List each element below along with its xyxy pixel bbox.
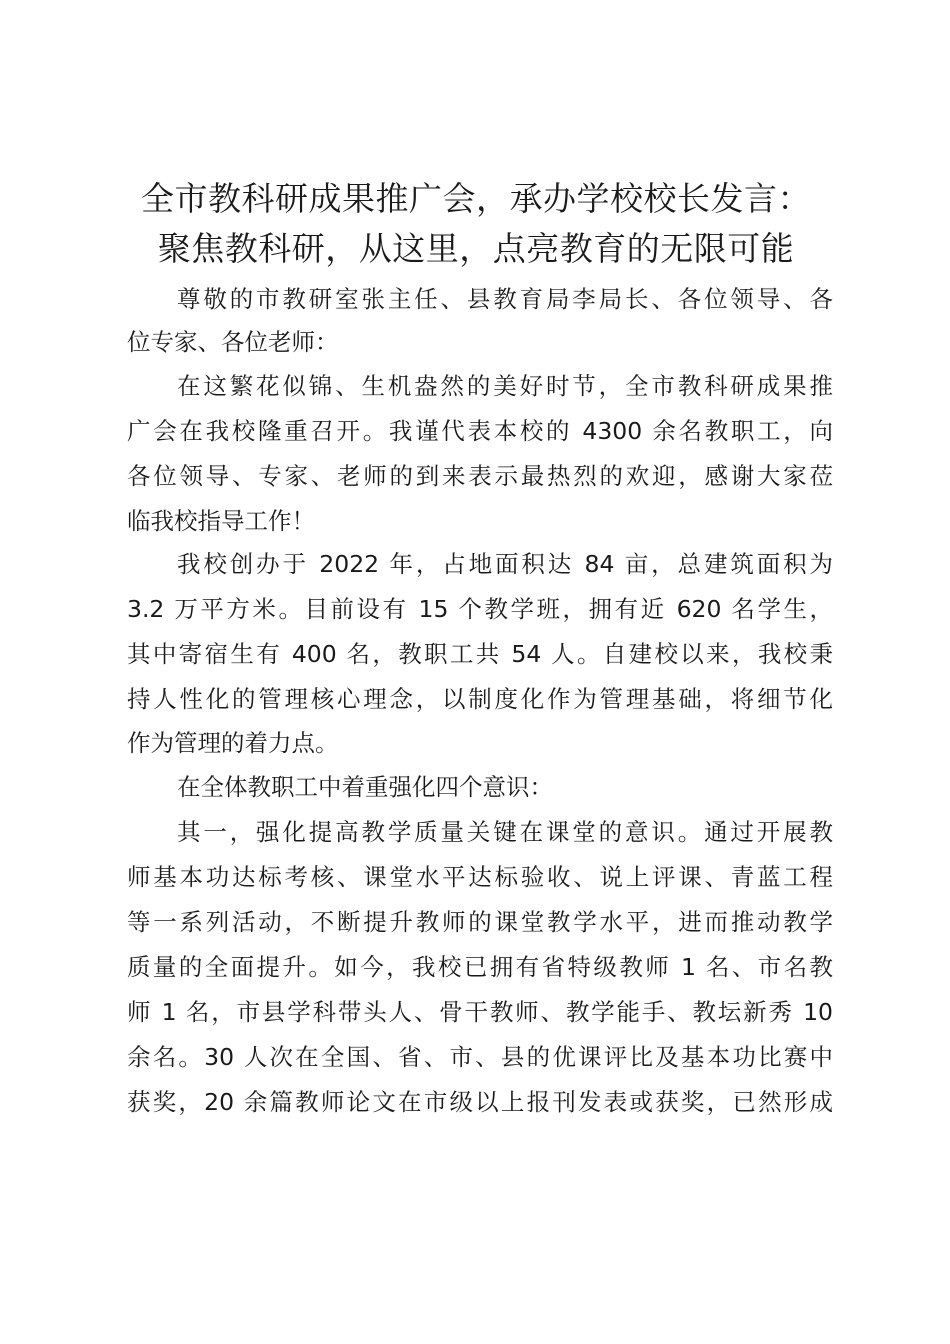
- body-line: 获奖，20 余篇教师论文在市级以上报刊发表或获奖，已然形成: [127, 1088, 833, 1116]
- body-line: 广会在我校隆重召开。我谨代表本校的 4300 余名教职工，向: [127, 417, 833, 445]
- body-line: 等一系列活动，不断提升教师的课堂教学水平，进而推动教学: [127, 908, 833, 936]
- body-line: 3.2 万平方米。目前设有 15 个教学班，拥有近 620 名学生，: [127, 595, 833, 623]
- body-line: 尊敬的市教研室张主任、县教育局李局长、各位领导、各: [177, 285, 833, 313]
- body-line: 在全体教职工中着重强化四个意识：: [177, 773, 553, 801]
- body-line: 师基本功达标考核、课堂水平达标验收、说上评课、青蓝工程: [127, 863, 833, 891]
- title-line-2: 聚焦教科研，从这里，点亮教育的无限可能: [157, 229, 795, 268]
- title-line-1: 全市教科研成果推广会，承办学校校长发言：: [141, 179, 811, 218]
- body-line: 持人性化的管理核心理念，以制度化作为管理基础，将细节化: [127, 685, 833, 713]
- body-line: 质量的全面提升。如今，我校已拥有省特级教师 1 名、市名教: [127, 953, 833, 981]
- body-line: 位专家、各位老师：: [127, 328, 339, 356]
- body-line: 各位领导、专家、老师的到来表示最热烈的欢迎，感谢大家莅: [127, 462, 833, 490]
- body-line: 余名。30 人次在全国、省、市、县的优课评比及基本功比赛中: [127, 1043, 833, 1071]
- body-line: 其一，强化提高教学质量关键在课堂的意识。通过开展教: [177, 818, 833, 846]
- body-line: 在这繁花似锦、生机盎然的美好时节，全市教科研成果推: [177, 372, 833, 400]
- body-line: 临我校指导工作！: [127, 507, 315, 535]
- body-line: 我校创办于 2022 年，占地面积达 84 亩，总建筑面积为: [177, 550, 833, 578]
- body-line: 作为管理的着力点。: [127, 729, 339, 757]
- body-line: 其中寄宿生有 400 名，教职工共 54 人。自建校以来，我校秉: [127, 640, 833, 668]
- body-line: 师 1 名，市县学科带头人、骨干教师、教学能手、教坛新秀 10: [127, 998, 833, 1026]
